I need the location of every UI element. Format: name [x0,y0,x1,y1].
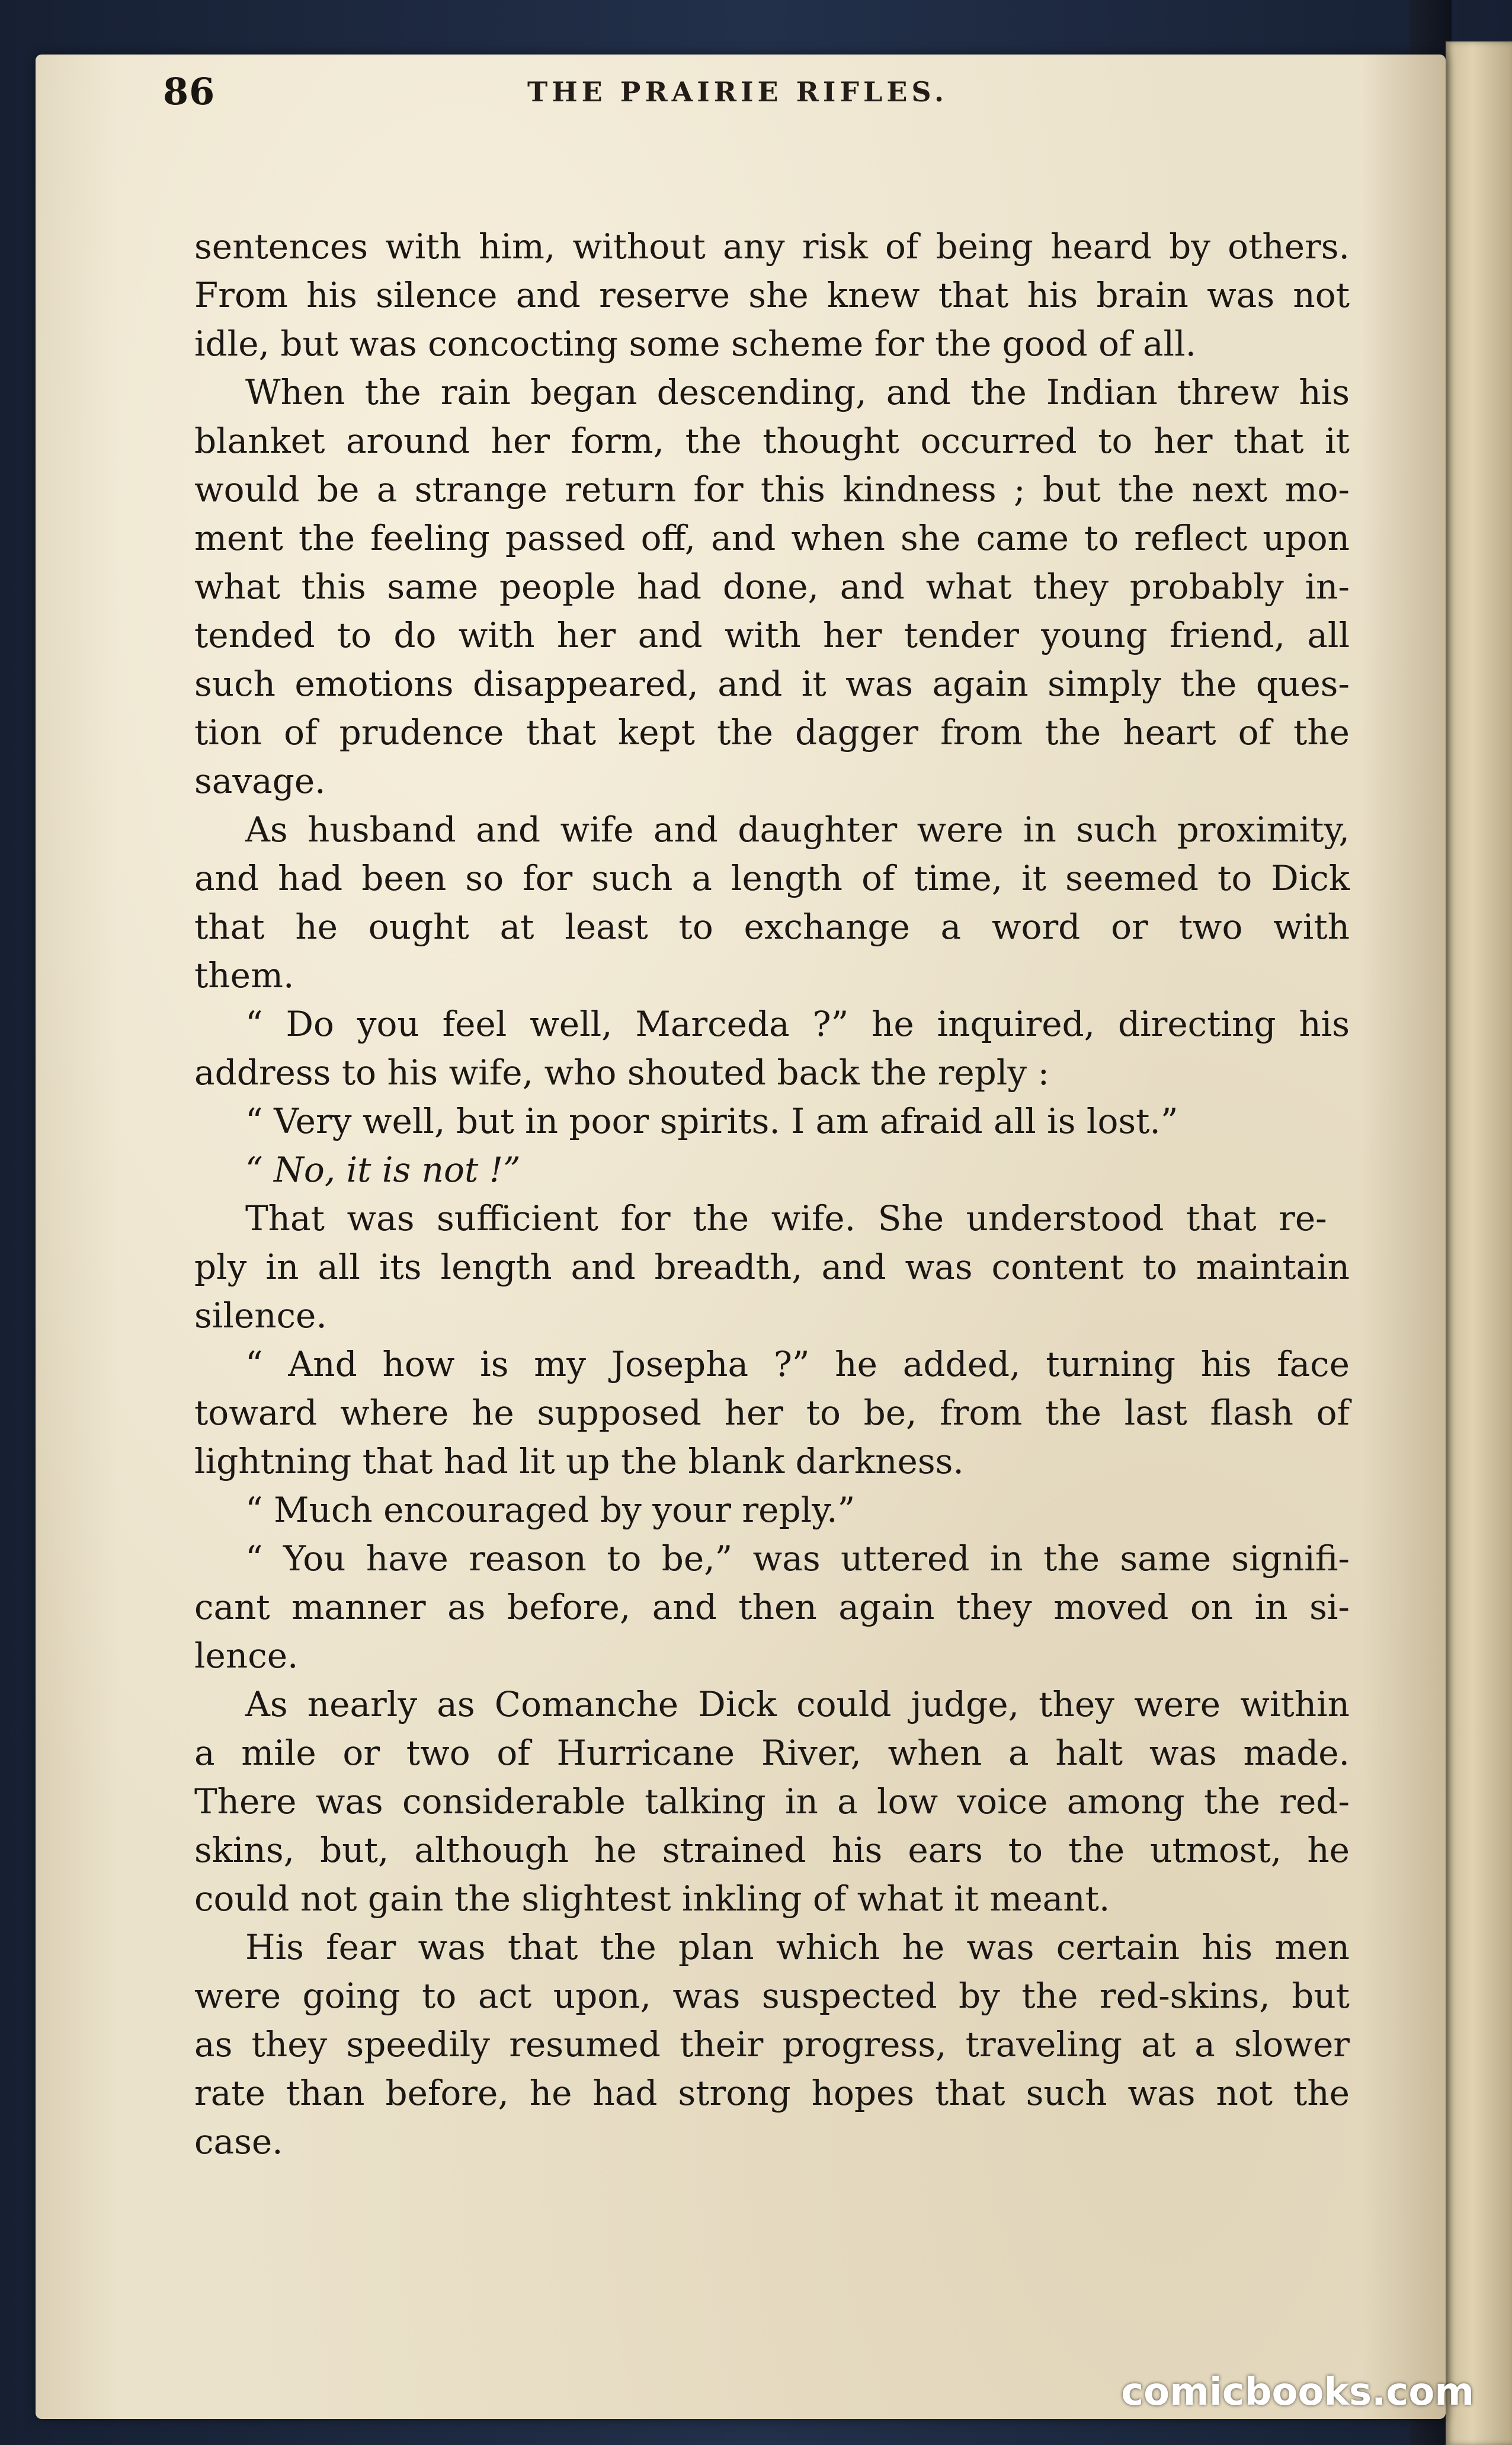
text-line: rate than before, he had strong hopes that such was not the [194,2073,1350,2113]
text-line: sentences with him, without any risk of being heard by others. [194,226,1350,267]
page-header [163,70,1312,135]
text-line: address to his wife, who shouted back the reply : [194,1052,1050,1093]
text-line: as they speedily resumed their progress, traveling at a slower [194,2024,1350,2065]
text-line: a mile or two of Hurricane River, when a halt was made. [194,1733,1350,1773]
text-line: As husband and wife and daughter were in such proximity, [245,809,1350,850]
text-line: “ Do you feel well, Marceda ?” he inquired, directing his [245,1004,1350,1044]
text-line: savage. [194,761,326,801]
text-line: that he ought at least to exchange a word or two with [194,907,1350,947]
text-line: were going to act upon, was suspected by the red-skins, but [194,1976,1350,2016]
text-line: blanket around her form, the thought occurred to her that it [194,421,1350,461]
text-line: tion of prudence that kept the dagger from the heart of the [194,712,1350,753]
text-line: “ No, it is not !” [245,1150,521,1190]
text-line: case. [194,2121,283,2162]
text-line: and had been so for such a length of time, it seemed to Dick [194,858,1350,898]
text-line: lence. [194,1636,299,1676]
text-line: silence. [194,1295,327,1336]
text-line: “ Very well, but in poor spirits. I am afraid all is lost.” [245,1101,1178,1141]
text-line: toward where he supposed her to be, from the last flash of [194,1393,1350,1433]
text-line: what this same people had done, and what they probably in- [194,567,1350,607]
text-line: could not gain the slightest inkling of what it meant. [194,1878,1110,1919]
text-line: “ You have reason to be,” was uttered in the same signifi- [245,1538,1350,1579]
text-line: them. [194,955,294,996]
text-line: His fear was that the plan which he was certain his men [245,1927,1350,1967]
running-title: THE PRAIRIE RIFLES. [527,76,949,108]
facing-page-edge [1446,41,1512,2445]
text-line: “ And how is my Josepha ?” he added, turning his face [245,1344,1350,1384]
text-line: idle, but was concocting some scheme for the good of all. [194,324,1197,364]
text-line: would be a strange return for this kindness ; but the next mo- [194,469,1350,510]
page-number: 86 [163,70,216,113]
text-line: There was considerable talking in a low voice among the red- [194,1781,1350,1822]
text-line: That was sufficient for the wife. She understood that re- [245,1198,1327,1238]
text-line: skins, but, although he strained his ears to the utmost, he [194,1830,1350,1870]
text-line: As nearly as Comanche Dick could judge, they were within [245,1684,1350,1724]
text-line: When the rain began descending, and the Indian threw his [245,372,1350,412]
text-line: cant manner as before, and then again they moved on in si- [194,1587,1350,1627]
text-line: tended to do with her and with her tender young friend, all [194,615,1350,655]
text-line: ply in all its length and breadth, and was content to maintain [194,1247,1350,1287]
body-text [194,222,1350,2166]
text-line: lightning that had lit up the blank darkness. [194,1441,964,1481]
text-line: From his silence and reserve she knew that his brain was not [194,275,1350,315]
text-line: ment the feeling passed off, and when she came to reflect upon [194,518,1350,558]
text-line: such emotions disappeared, and it was again simply the ques- [194,664,1350,704]
text-line: “ Much encouraged by your reply.” [245,1490,856,1530]
watermark-text: comicbooks.com [1121,2370,1474,2414]
